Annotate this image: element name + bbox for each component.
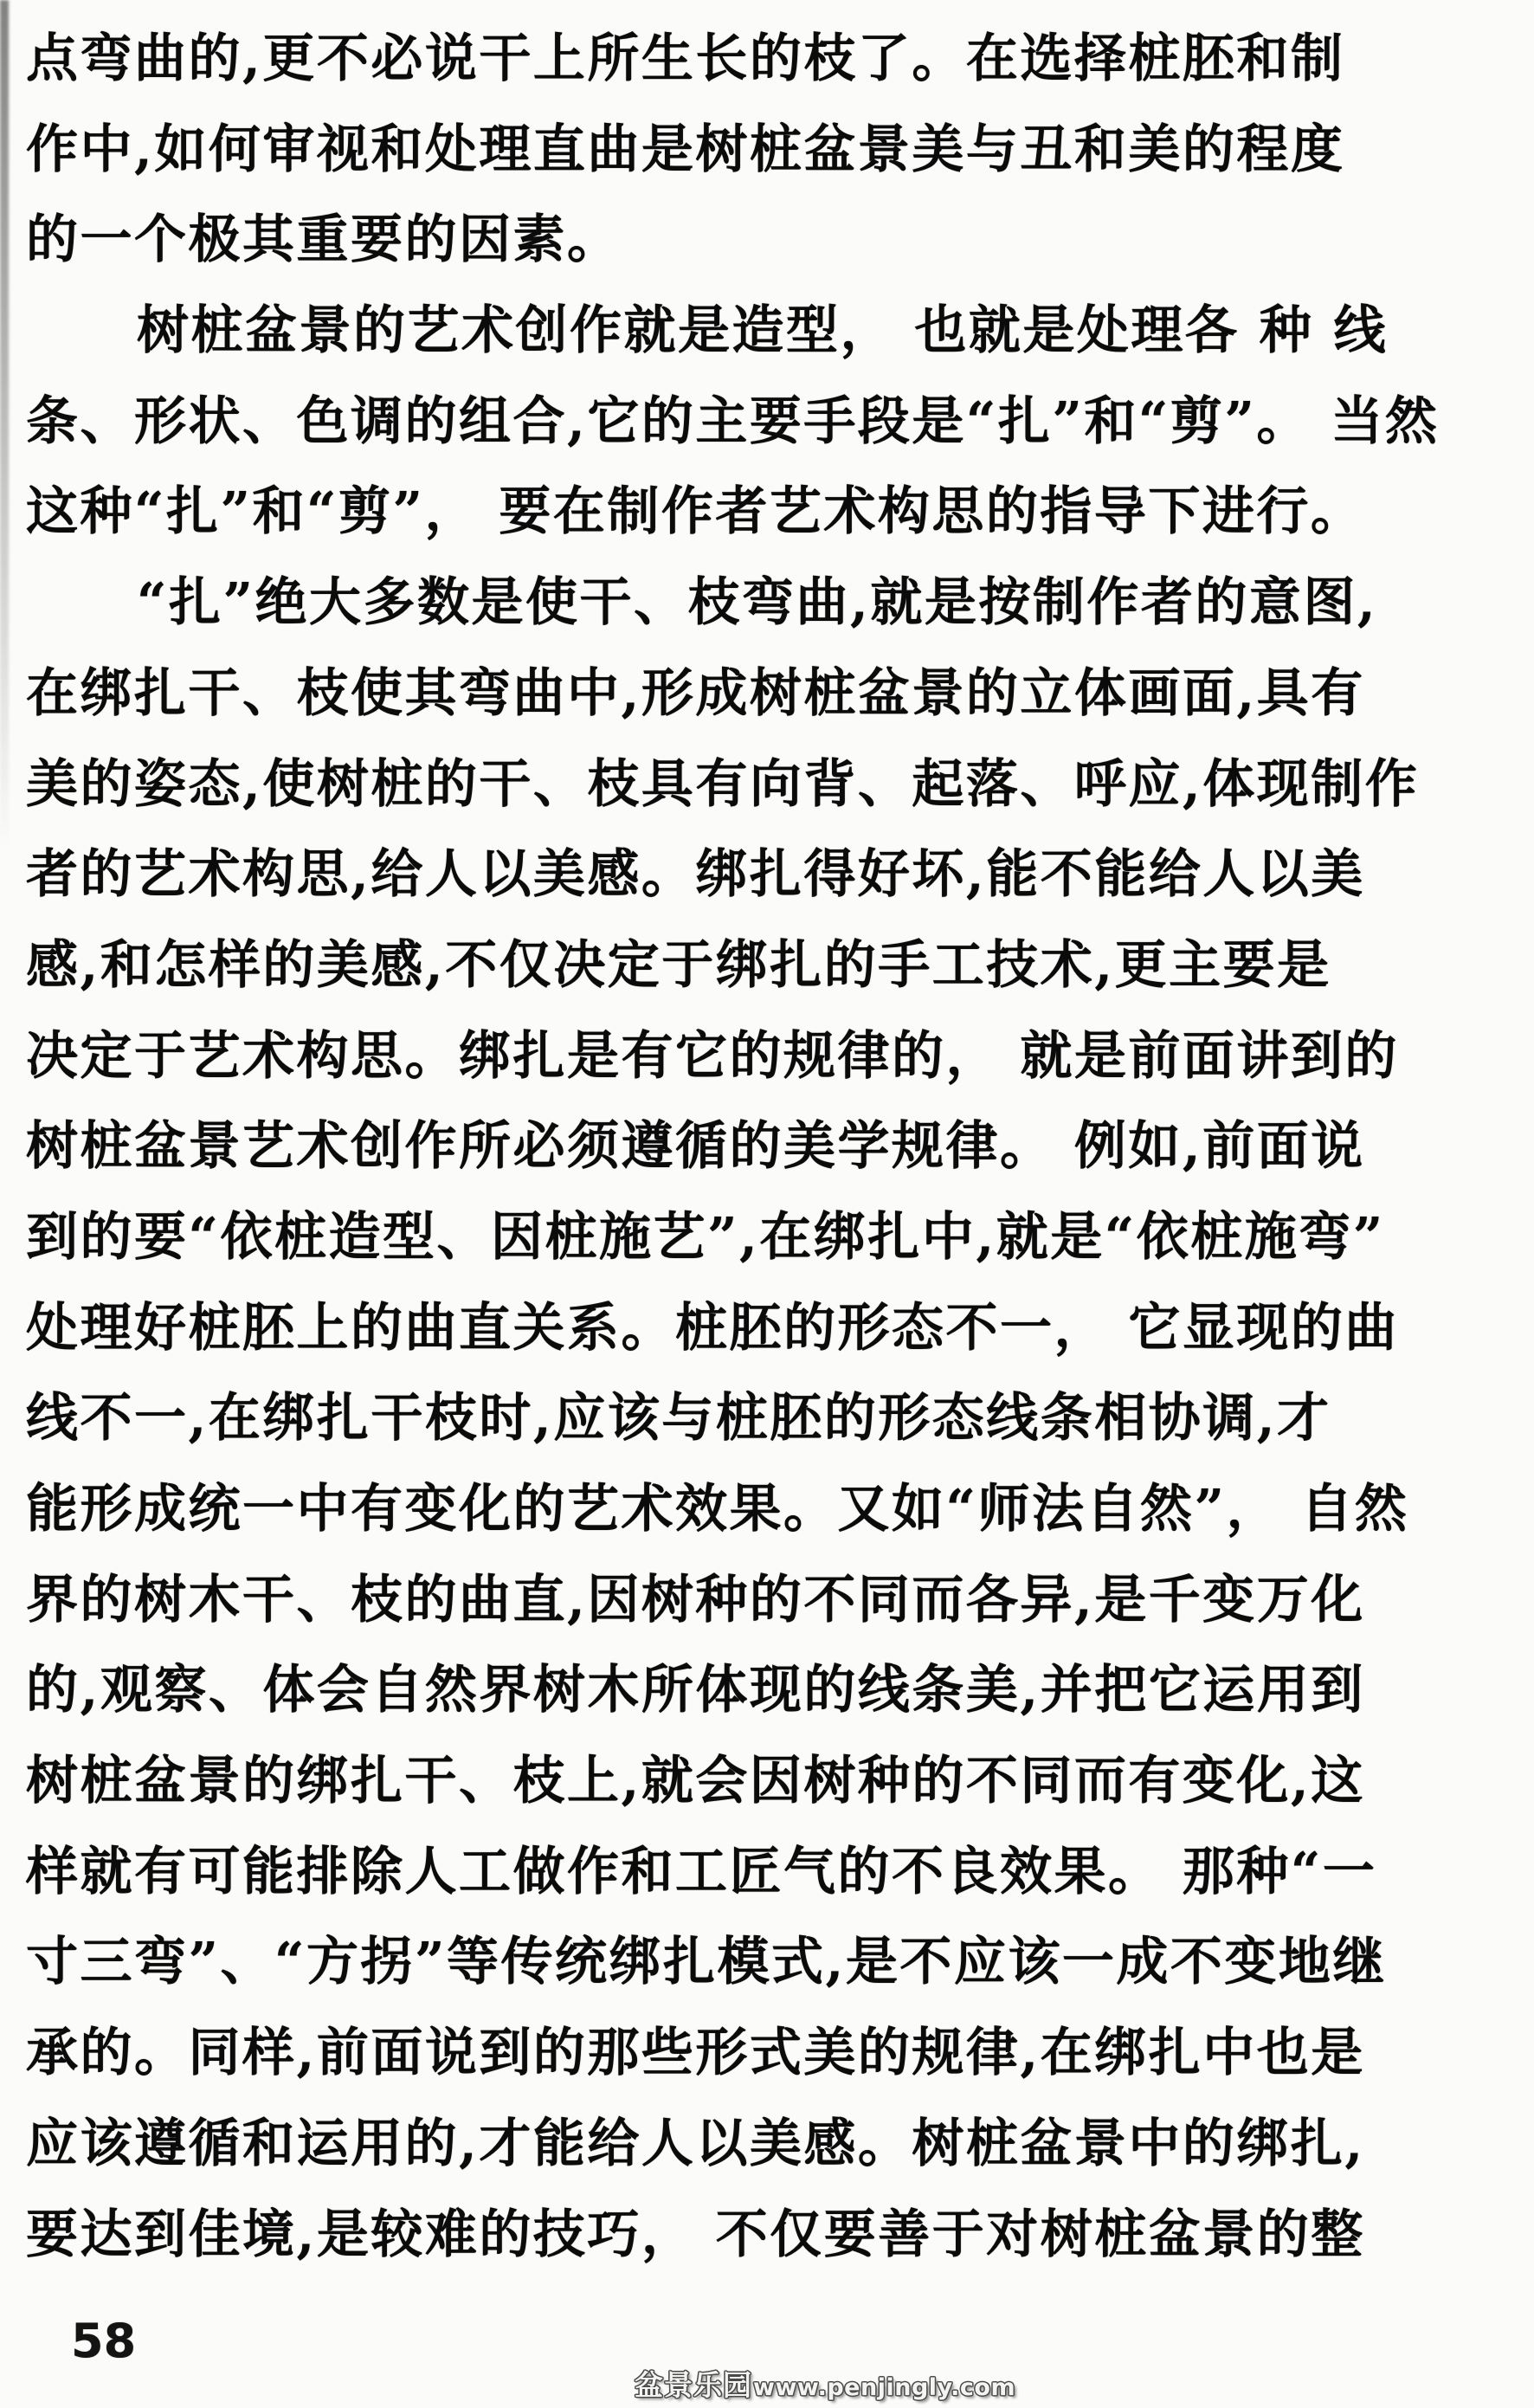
text-line: 者的艺术构思,给人以美感。绑扎得好坏,能不能给人以美 — [26, 844, 1365, 906]
text-line: 美的姿态,使树桩的干、枝具有向背、起落、呼应,体现制作 — [26, 753, 1420, 815]
text-line: 处理好桩胚上的曲直关系。桩胚的形态不一， 它显现的曲 — [26, 1297, 1399, 1359]
watermark-site-name: 盆景乐园 — [635, 2368, 752, 2402]
text-line: 作中,如何审视和处理直曲是树桩盆景美与丑和美的程度 — [26, 119, 1345, 180]
text-line: 的一个极其重要的因素。 — [26, 210, 622, 271]
text-line: 线不一,在绑扎干枝时,应该与桩胚的形态线条相协调,才 — [26, 1388, 1331, 1449]
text-line: 树桩盆景的绑扎干、枝上,就会因树种的不同而有变化,这 — [26, 1751, 1365, 1812]
watermark-url: www.penjingly.com — [753, 2374, 1016, 2401]
scan-gutter-shadow — [0, 0, 9, 849]
text-line: 决定于艺术构思。绑扎是有它的规律的， 就是前面讲到的 — [26, 1025, 1399, 1087]
text-line: 树桩盆景的艺术创作就是造型， 也就是处理各 种 线 — [137, 300, 1389, 362]
text-line: 树桩盆景艺术创作所必须遵循的美学规律。 例如,前面说 — [26, 1116, 1365, 1178]
text-line: 在绑扎干、枝使其弯曲中,形成树桩盆景的立体画面,具有 — [26, 662, 1365, 724]
text-line: 条、形状、色调的组合,它的主要手段是“扎”和“剪”。 当然 — [26, 391, 1440, 452]
text-line: 这种“扎”和“剪”， 要在制作者艺术构思的指导下进行。 — [26, 481, 1365, 543]
text-line: 到的要“依桩造型、因桩施艺”,在绑扎中,就是“依桩施弯” — [26, 1206, 1385, 1268]
text-line: 点弯曲的,更不必说干上所生长的枝了。在选择桩胚和制 — [26, 29, 1345, 89]
text-line: 承的。同样,前面说到的那些形式美的规律,在绑扎中也是 — [26, 2023, 1365, 2084]
text-line: 感,和怎样的美感,不仅决定于绑扎的手工技术,更主要是 — [26, 934, 1331, 996]
text-line: 的,观察、体会自然界树木所体现的线条美,并把它运用到 — [26, 1660, 1365, 1721]
text-line: 要达到佳境,是较难的技巧， 不仅要善于对树桩盆景的整 — [26, 2204, 1365, 2265]
page-number: 58 — [71, 2314, 137, 2368]
body-text — [26, 14, 1513, 2280]
text-line: “扎”绝大多数是使干、枝弯曲,就是按制作者的意图, — [137, 572, 1378, 634]
text-line: 样就有可能排除人工做作和工匠气的不良效果。 那种“一 — [26, 1841, 1377, 1902]
text-line: 寸三弯”、“方拐”等传统绑扎模式,是不应该一成不变地继 — [26, 1932, 1387, 1993]
text-line: 应该遵循和运用的,才能给人以美感。树桩盆景中的绑扎, — [26, 2113, 1365, 2174]
text-line: 界的树木干、枝的曲直,因树种的不同而各异,是千变万化 — [26, 1569, 1365, 1630]
text-line: 能形成统一中有变化的艺术效果。又如“师法自然”， 自然 — [26, 1479, 1409, 1540]
watermark — [635, 2363, 1015, 2404]
